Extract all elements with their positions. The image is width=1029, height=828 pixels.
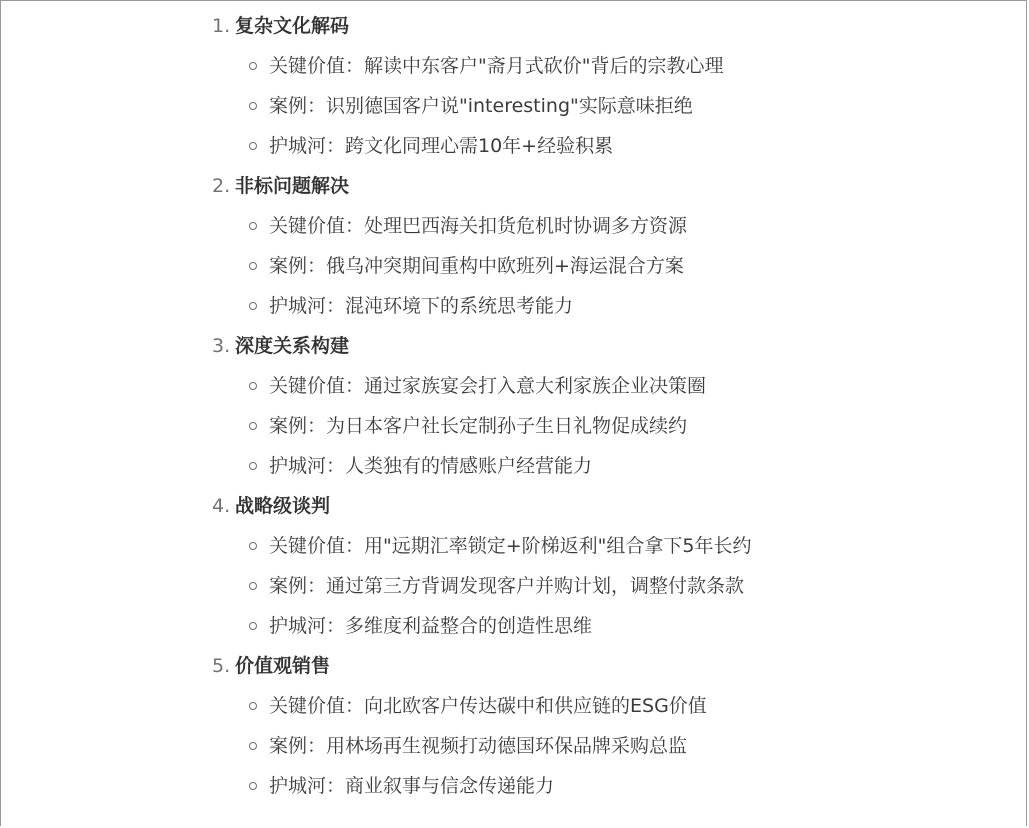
list-item [212,732,972,760]
numbered-list [212,12,972,812]
section-heading [212,652,972,680]
list-section [212,12,972,160]
list-item [212,132,972,160]
list-item [212,292,972,320]
list-item-text: 护城河：商业叙事与信念传递能力 [269,775,555,797]
hollow-circle-bullet-icon [249,142,257,150]
hollow-circle-bullet-icon [249,582,257,590]
list-item-text: 护城河：人类独有的情感账户经营能力 [269,455,593,477]
hollow-circle-bullet-icon [249,302,257,310]
hollow-circle-bullet-icon [249,382,257,390]
section-title: 价值观销售 [235,655,331,677]
list-item [212,452,972,480]
list-item-text: 关键价值：解读中东客户"斋月式砍价"背后的宗教心理 [269,55,724,77]
list-item [212,412,972,440]
list-section [212,492,972,640]
list-item-text: 案例：识别德国客户说"interesting"实际意味拒绝 [269,95,693,117]
list-item [212,52,972,80]
section-heading [212,492,972,520]
list-item-text: 护城河：多维度利益整合的创造性思维 [269,615,593,637]
list-item-text: 关键价值：处理巴西海关扣货危机时协调多方资源 [269,215,688,237]
hollow-circle-bullet-icon [249,422,257,430]
list-item [212,372,972,400]
section-number: 2. [212,175,231,197]
hollow-circle-bullet-icon [249,622,257,630]
list-item [212,612,972,640]
section-number: 3. [212,335,231,357]
list-item-text: 案例：通过第三方背调发现客户并购计划，调整付款条款 [269,575,745,597]
list-item-text: 案例：为日本客户社长定制孙子生日礼物促成续约 [269,415,688,437]
hollow-circle-bullet-icon [249,102,257,110]
hollow-circle-bullet-icon [249,62,257,70]
section-number: 5. [212,655,231,677]
list-item-text: 案例：俄乌冲突期间重构中欧班列+海运混合方案 [269,255,684,277]
hollow-circle-bullet-icon [249,742,257,750]
hollow-circle-bullet-icon [249,262,257,270]
section-number: 4. [212,495,231,517]
list-section [212,652,972,800]
hollow-circle-bullet-icon [249,782,257,790]
list-item [212,532,972,560]
hollow-circle-bullet-icon [249,542,257,550]
hollow-circle-bullet-icon [249,222,257,230]
list-item-text: 护城河：混沌环境下的系统思考能力 [269,295,574,317]
list-item [212,772,972,800]
section-title: 复杂文化解码 [235,15,350,37]
list-section [212,332,972,480]
list-item [212,212,972,240]
list-item [212,692,972,720]
section-title: 战略级谈判 [235,495,331,517]
section-heading [212,332,972,360]
hollow-circle-bullet-icon [249,462,257,470]
list-item [212,572,972,600]
list-section [212,172,972,320]
list-item-text: 关键价值：用"远期汇率锁定+阶梯返利"组合拿下5年长约 [269,535,752,557]
list-item [212,92,972,120]
list-item-text: 关键价值：通过家族宴会打入意大利家族企业决策圈 [269,375,707,397]
list-item-text: 护城河：跨文化同理心需10年+经验积累 [269,135,614,157]
section-heading [212,172,972,200]
section-title: 深度关系构建 [235,335,350,357]
section-number: 1. [212,15,231,37]
list-item [212,252,972,280]
section-heading [212,12,972,40]
list-item-text: 关键价值：向北欧客户传达碳中和供应链的ESG价值 [269,695,707,717]
list-item-text: 案例：用林场再生视频打动德国环保品牌采购总监 [269,735,688,757]
hollow-circle-bullet-icon [249,702,257,710]
section-title: 非标问题解决 [235,175,350,197]
